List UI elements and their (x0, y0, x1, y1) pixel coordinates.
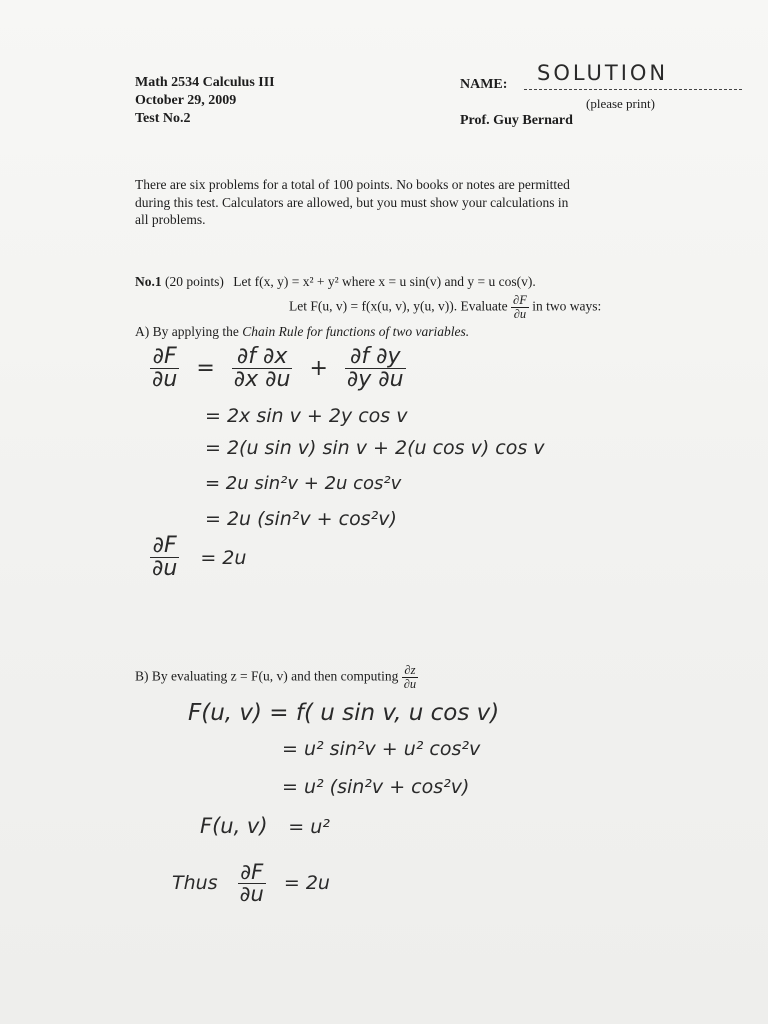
term-2-num: ∂f ∂y (345, 346, 406, 369)
problem-1-line-1: Let f(x, y) = x² + y² where x = u sin(v) and y = u cos(v). (233, 274, 536, 289)
lhs-num: ∂F (150, 346, 179, 369)
dz-du-fraction (402, 664, 418, 691)
course-title: Math 2534 Calculus III (135, 75, 275, 90)
term-2-fraction (345, 346, 406, 391)
part-b-prompt (135, 664, 418, 691)
solution-a-result (150, 535, 246, 580)
fraction-denominator: ∂u (403, 677, 417, 692)
equals-sign: = (196, 355, 215, 381)
part-a-prefix: A) By applying the (135, 324, 243, 339)
line-4-rhs: = u² (288, 816, 330, 838)
instructions-line-2: during this test. Calculators are allowed, but you must show your calculations in (135, 195, 569, 210)
fraction-denominator: ∂u (513, 307, 527, 322)
fraction-numerator: ∂F (513, 293, 527, 307)
solution-a-step-3: = 2u sin²v + 2u cos²v (205, 473, 402, 494)
test-number: Test No.2 (135, 111, 191, 126)
name-label: NAME: (460, 77, 508, 92)
dF-du-fraction (511, 294, 529, 321)
problem-1-line-2-text: Let F(u, v) = f(x(u, v), y(u, v)). Evaluate (289, 298, 508, 314)
result-den: ∂u (152, 556, 178, 581)
part-a-prompt (135, 324, 469, 340)
solution-b-final (172, 862, 330, 905)
part-a-emphasis: Chain Rule for functions of two variables. (242, 324, 470, 339)
solution-a-chain-rule (150, 346, 406, 391)
result-rhs: = 2u (200, 546, 247, 569)
lhs-den: ∂u (152, 367, 178, 392)
please-print-note: (please print) (586, 96, 655, 111)
instructions-line-3: all problems. (135, 212, 206, 227)
lhs-fraction (150, 346, 179, 391)
problem-number: No.1 (135, 274, 162, 289)
solution-b-line-4 (200, 814, 330, 838)
solution-a-step-1: = 2x sin v + 2y cos v (205, 405, 408, 427)
term-1-fraction (232, 346, 293, 391)
problem-points: (20 points) (165, 274, 224, 289)
final-num: ∂F (238, 862, 266, 884)
professor-name: Prof. Guy Bernard (460, 113, 573, 128)
line-4-lhs: F(u, v) (200, 814, 268, 838)
final-fraction (238, 862, 266, 905)
problem-1-line-2 (289, 294, 601, 321)
result-num: ∂F (150, 535, 179, 558)
term-1-den: ∂x ∂u (233, 367, 291, 392)
final-rhs: = 2u (283, 872, 330, 894)
fraction-numerator: ∂z (402, 664, 418, 678)
plus-sign: + (309, 355, 328, 381)
term-2-den: ∂y ∂u (346, 367, 404, 392)
instructions-line-1: There are six problems for a total of 100 points. No books or notes are permitted (135, 177, 570, 192)
problem-1-line-2-end: in two ways: (532, 298, 602, 314)
result-fraction (150, 535, 179, 580)
final-den: ∂u (239, 882, 264, 906)
solution-a-step-4: = 2u (sin²v + cos²v) (205, 508, 397, 530)
solution-b-line-3: = u² (sin²v + cos²v) (282, 776, 470, 798)
solution-b-line-2: = u² sin²v + u² cos²v (282, 738, 481, 760)
name-handwritten: SOLUTION (537, 61, 669, 85)
name-underline (524, 89, 742, 90)
thus-word: Thus (172, 872, 218, 894)
problem-1-statement (135, 274, 536, 290)
part-b-text: B) By evaluating z = F(u, v) and then computing (135, 668, 399, 684)
term-1-num: ∂f ∂x (232, 346, 293, 369)
solution-b-line-1: F(u, v) = f( u sin v, u cos v) (188, 700, 500, 726)
test-date: October 29, 2009 (135, 93, 237, 108)
solution-a-step-2: = 2(u sin v) sin v + 2(u cos v) cos v (205, 437, 545, 459)
